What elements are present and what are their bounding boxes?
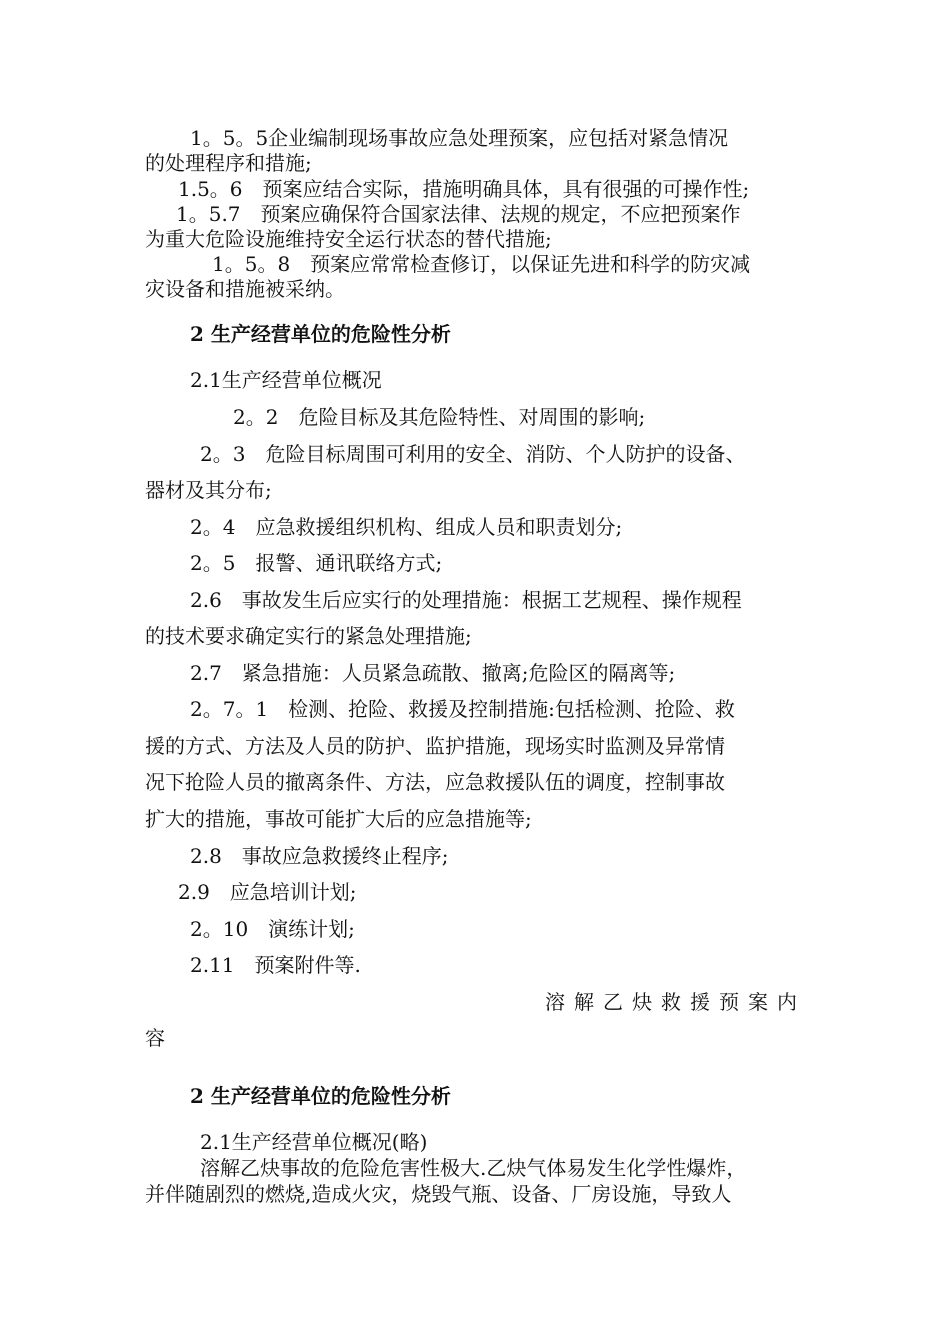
paragraph-line: 为重大危险设施维持安全运行状态的替代措施; bbox=[145, 227, 552, 251]
paragraph-line: 1。5。5企业编制现场事故应急处理预案，应包括对紧急情况 bbox=[190, 126, 729, 150]
paragraph-line: 2。2 危险目标及其危险特性、对周围的影响; bbox=[233, 405, 646, 429]
paragraph-line: 2。10 演练计划; bbox=[190, 917, 355, 941]
paragraph-line: 1。5.7 预案应确保符合国家法律、法规的规定，不应把预案作 bbox=[176, 202, 741, 226]
paragraph-line: 2。3 危险目标周围可利用的安全、消防、个人防护的设备、 bbox=[200, 442, 746, 466]
paragraph-line: 2。7。1 检测、抢险、救援及控制措施:包括检测、抢险、救 bbox=[190, 697, 735, 721]
paragraph-line: 1。5。8 预案应常常检查修订，以保证先进和科学的防灾减 bbox=[212, 252, 751, 276]
section-heading: 2 生产经营单位的危险性分析 bbox=[190, 322, 451, 346]
paragraph-line: 2.7 紧急措施：人员紧急疏散、撤离;危险区的隔离等; bbox=[190, 661, 676, 685]
paragraph-line: 2.9 应急培训计划; bbox=[178, 880, 357, 904]
paragraph-line: 2.6 事故发生后应实行的处理措施：根据工艺规程、操作规程 bbox=[190, 588, 742, 612]
paragraph-line: 灾设备和措施被采纳。 bbox=[145, 277, 345, 301]
paragraph-line: 溶解乙炔事故的危险危害性极大.乙炔气体易发生化学性爆炸， bbox=[200, 1156, 747, 1180]
paragraph-line: 并伴随剧烈的燃烧,造成火灾，烧毁气瓶、设备、厂房设施，导致人 bbox=[145, 1182, 732, 1206]
paragraph-line: 扩大的措施，事故可能扩大后的应急措施等; bbox=[145, 807, 532, 831]
paragraph-line: 2.1生产经营单位概况(略) bbox=[200, 1130, 428, 1154]
paragraph-line: 2.11 预案附件等. bbox=[190, 953, 361, 977]
paragraph-line: 2.8 事故应急救援终止程序; bbox=[190, 844, 449, 868]
paragraph-line: 2.1生产经营单位概况 bbox=[190, 368, 382, 392]
paragraph-line: 况下抢险人员的撤离条件、方法，应急救援队伍的调度，控制事故 bbox=[145, 770, 725, 794]
paragraph-line: 2。4 应急救援组织机构、组成人员和职责划分; bbox=[190, 515, 623, 539]
section-heading: 2 生产经营单位的危险性分析 bbox=[190, 1084, 451, 1108]
paragraph-line: 器材及其分布; bbox=[145, 478, 272, 502]
section-title: 溶解乙炔救援预案内 bbox=[545, 990, 806, 1014]
paragraph-line: 1.5。6 预案应结合实际，措施明确具体，具有很强的可操作性; bbox=[178, 177, 750, 201]
section-title-continuation: 容 bbox=[145, 1026, 165, 1050]
paragraph-line: 2。5 报警、通讯联络方式; bbox=[190, 551, 443, 575]
paragraph-line: 的技术要求确定实行的紧急处理措施; bbox=[145, 624, 472, 648]
paragraph-line: 援的方式、方法及人员的防护、监护措施，现场实时监测及异常情 bbox=[145, 734, 725, 758]
paragraph-line: 的处理程序和措施; bbox=[145, 151, 312, 175]
